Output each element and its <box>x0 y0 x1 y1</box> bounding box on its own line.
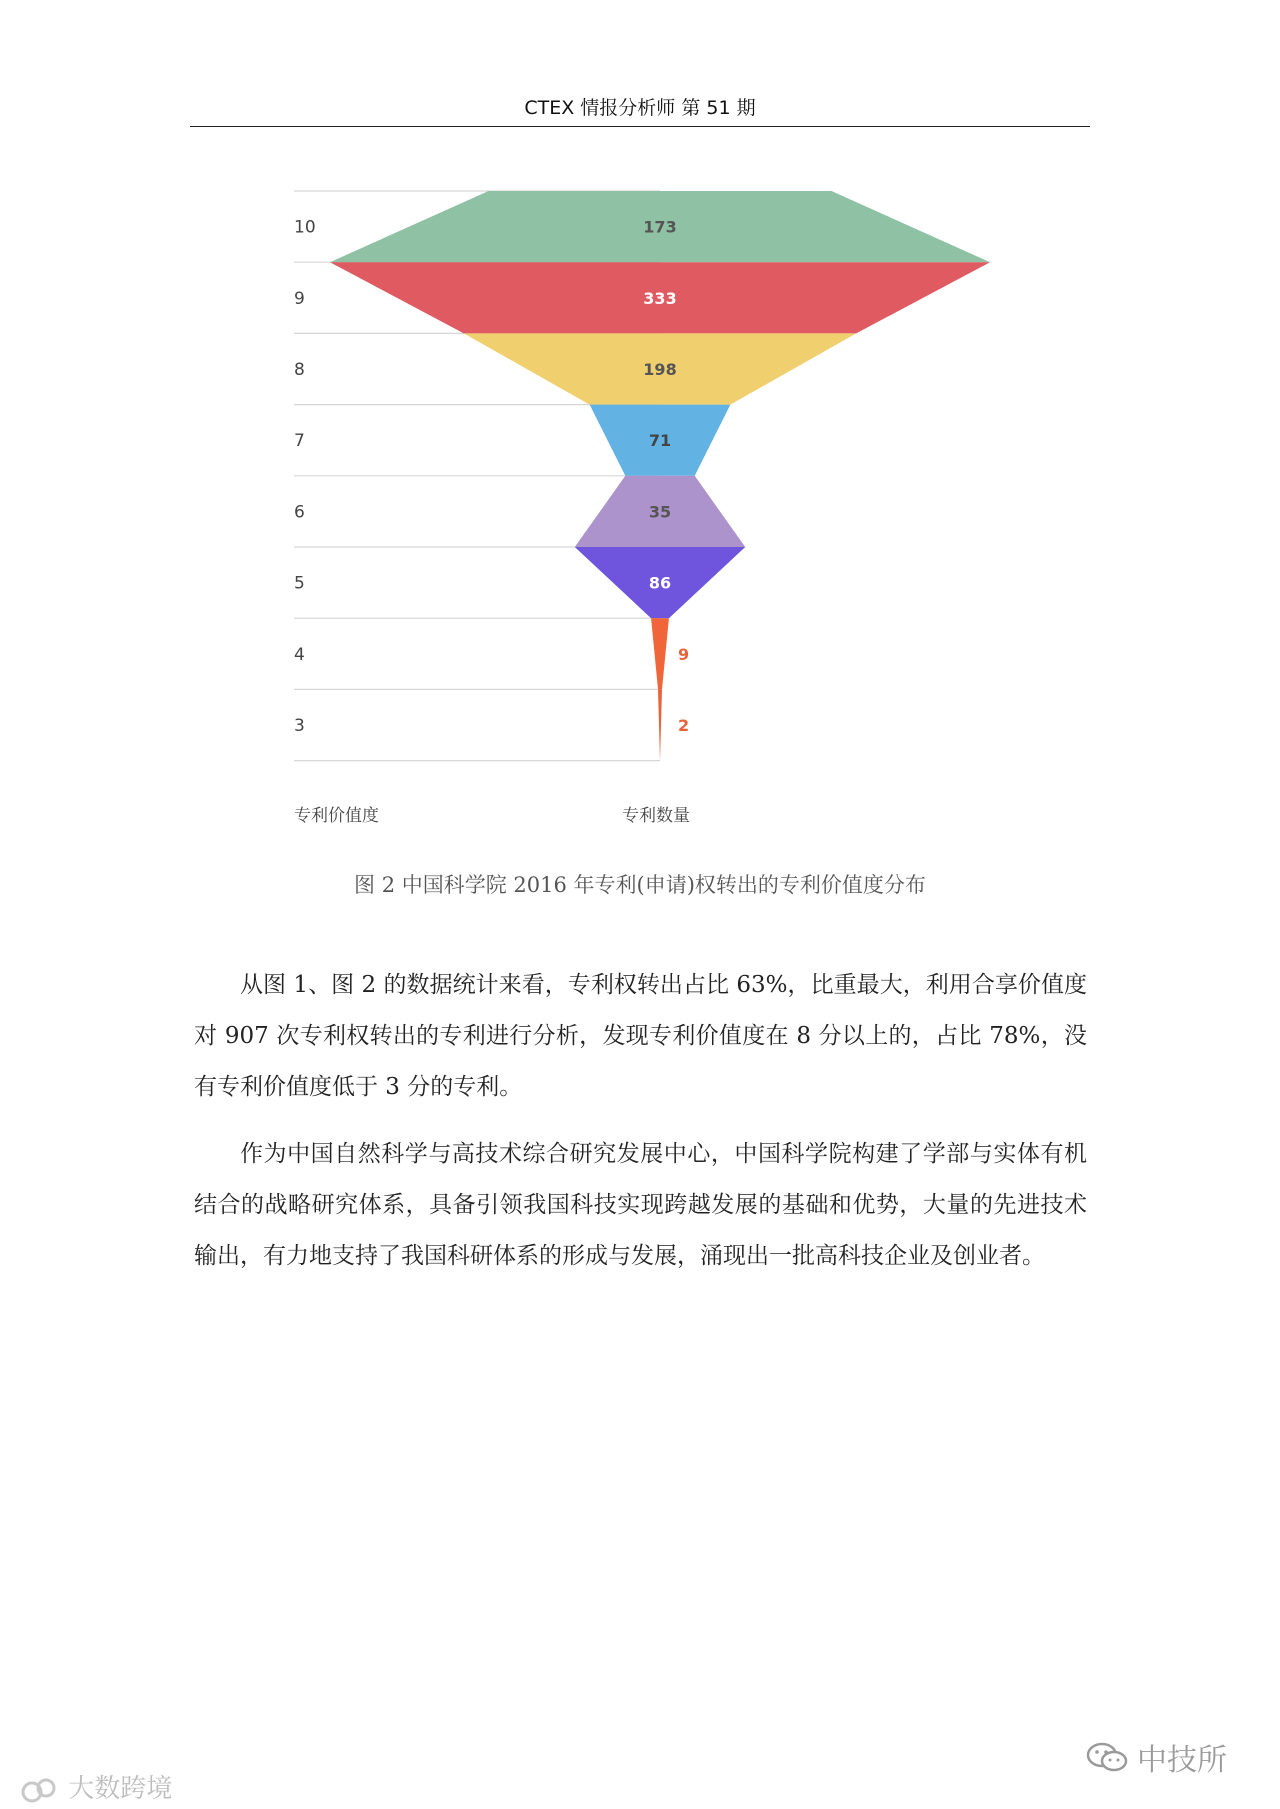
value-label: 198 <box>643 360 677 379</box>
watermark-logo-icon <box>20 1776 60 1804</box>
category-label: 7 <box>294 431 305 452</box>
category-label: 6 <box>294 502 305 523</box>
category-label: 4 <box>294 644 305 665</box>
watermark-left <box>20 1768 172 1805</box>
y-axis-label: 专利价值度 <box>294 806 379 826</box>
page-header-title: CTEX 情报分析师 第 51 期 <box>524 97 756 119</box>
value-label: 86 <box>648 573 672 593</box>
funnel-segment <box>658 689 662 760</box>
chart-category-labels <box>294 218 316 736</box>
category-label: 10 <box>294 217 316 238</box>
value-label: 333 <box>643 288 677 308</box>
value-label: 2 <box>678 716 690 735</box>
watermark-right-text: 中技所 <box>1137 1743 1227 1778</box>
watermark-left-text: 大数跨境 <box>68 1774 173 1804</box>
x-axis-label: 专利数量 <box>622 806 690 826</box>
body-paragraph-1: 从图 1、图 2 的数据统计来看，专利权转出占比 63%，比重最大，利用合享价值度对 907 次专利权转出的专利进行分析，发现专利价值度在 8 分以上的，占比 78%，没有专利价值度低于 3 分的专利。 <box>194 972 1087 1100</box>
figure-caption: 图 2 中国科学院 2016 年专利(申请)权转出的专利价值度分布 <box>354 873 926 897</box>
value-label: 71 <box>648 431 672 451</box>
funnel-segment <box>651 618 669 689</box>
category-label: 8 <box>294 360 305 380</box>
value-label: 35 <box>648 502 672 522</box>
body-paragraph-2: 作为中国自然科学与高技术综合研究发展中心，中国科学院构建了学部与实体有机结合的战略研究体系，具备引领我国科技实现跨越发展的基础和优势，大量的先进技术输出，有力地支持了我国科研体系的形成与发展，涌现出一批高科技企业及创业者。 <box>194 1141 1087 1269</box>
funnel-chart <box>0 0 1280 840</box>
category-label: 9 <box>294 288 305 309</box>
watermark-right <box>1085 1735 1227 1779</box>
value-label: 173 <box>643 217 677 237</box>
wechat-icon <box>1085 1741 1129 1773</box>
category-label: 5 <box>294 573 305 594</box>
category-label: 3 <box>294 716 305 736</box>
value-label: 9 <box>678 644 690 664</box>
